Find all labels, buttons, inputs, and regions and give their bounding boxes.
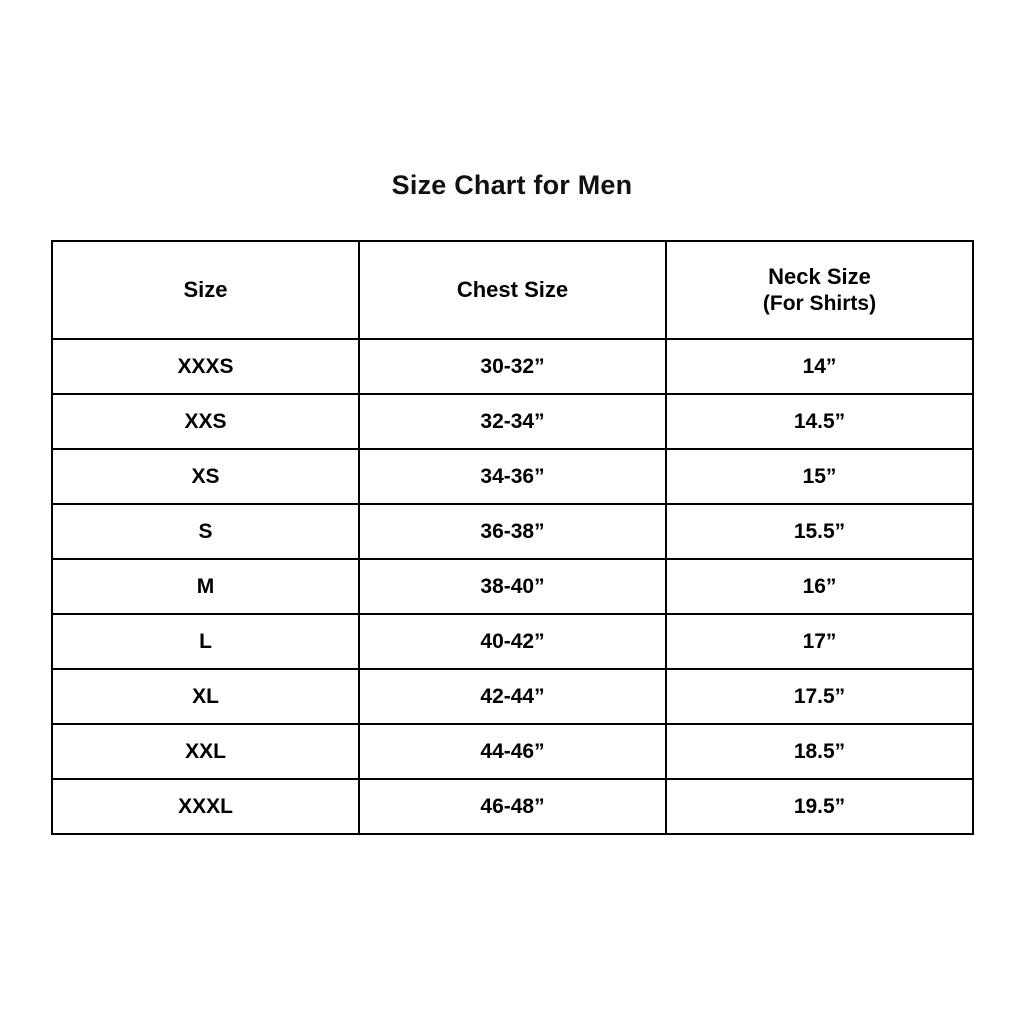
cell-neck: 17.5” [666,669,973,724]
cell-neck: 14.5” [666,394,973,449]
cell-chest: 34-36” [359,449,666,504]
cell-chest: 42-44” [359,669,666,724]
table-row [52,779,973,834]
cell-size: XXXL [52,779,359,834]
cell-size: XS [52,449,359,504]
column-header-chest-size [359,241,666,339]
cell-size: XL [52,669,359,724]
table-row [52,394,973,449]
cell-chest: 38-40” [359,559,666,614]
table-header-row [52,241,973,339]
cell-size: S [52,504,359,559]
cell-chest: 36-38” [359,504,666,559]
cell-chest: 44-46” [359,724,666,779]
column-header-size-label: Size [183,277,228,303]
table-row [52,339,973,394]
size-chart-table [51,240,974,835]
table-row [52,559,973,614]
column-header-chest-size-label: Chest Size [456,277,569,303]
cell-size: L [52,614,359,669]
cell-neck: 15.5” [666,504,973,559]
table-row [52,504,973,559]
page-title: Size Chart for Men [391,170,633,200]
column-header-neck-size [666,241,973,339]
cell-neck: 18.5” [666,724,973,779]
cell-size: XXL [52,724,359,779]
cell-neck: 14” [666,339,973,394]
table-row [52,669,973,724]
cell-neck: 16” [666,559,973,614]
cell-neck: 19.5” [666,779,973,834]
column-header-neck-size-sublabel: (For Shirts) [762,291,877,315]
column-header-size [52,241,359,339]
cell-chest: 46-48” [359,779,666,834]
table-row [52,614,973,669]
cell-chest: 32-34” [359,394,666,449]
cell-neck: 17” [666,614,973,669]
cell-chest: 40-42” [359,614,666,669]
table-row [52,724,973,779]
cell-size: M [52,559,359,614]
cell-chest: 30-32” [359,339,666,394]
table-row [52,449,973,504]
cell-size: XXXS [52,339,359,394]
cell-size: XXS [52,394,359,449]
cell-neck: 15” [666,449,973,504]
column-header-neck-size-label: Neck Size [768,264,871,290]
